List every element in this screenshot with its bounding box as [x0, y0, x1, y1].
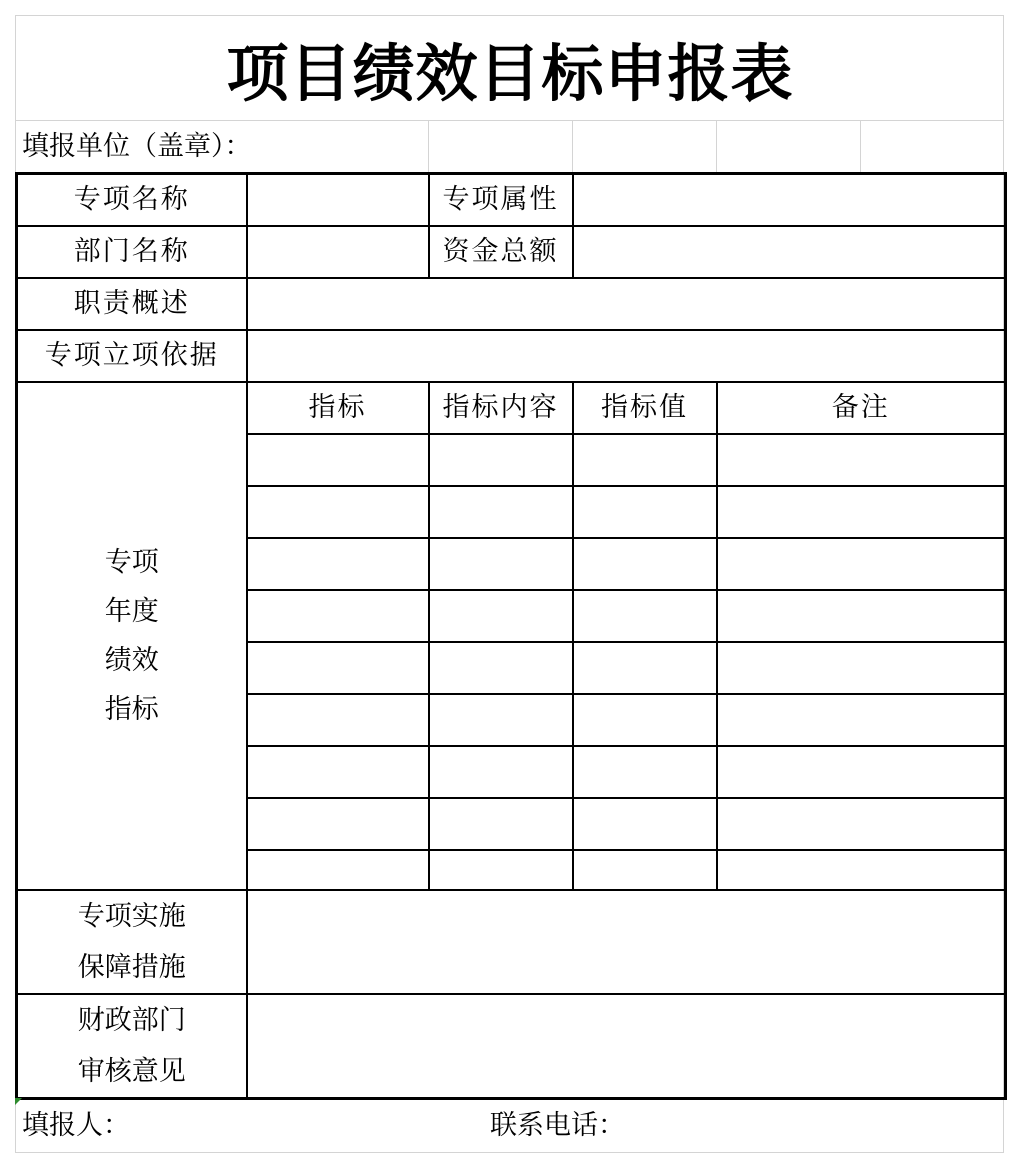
indicator-value-header: 指标值 [573, 382, 717, 434]
remarks-cell[interactable] [717, 434, 1006, 486]
finance-review-label [17, 994, 247, 1098]
remarks-cell[interactable] [717, 538, 1006, 590]
indicator-content-cell[interactable] [429, 642, 573, 694]
total-funds-label: 资金总额 [429, 226, 573, 278]
indicator-cell[interactable] [247, 850, 429, 890]
project-name-label: 专项名称 [17, 174, 247, 226]
footer-row [16, 1100, 1004, 1152]
indicator-value-cell[interactable] [573, 486, 717, 538]
dept-name-label: 部门名称 [17, 226, 247, 278]
indicator-value-cell[interactable] [573, 798, 717, 850]
dept-name-cell[interactable] [247, 226, 429, 278]
unit-label: 填报单位（盖章）： [22, 131, 252, 162]
duty-summary-cell[interactable] [247, 278, 1006, 330]
unit-row [16, 120, 1004, 173]
indicator-cell[interactable] [247, 642, 429, 694]
remarks-header: 备注 [717, 382, 1006, 434]
indicator-label-line: 专项 [104, 546, 159, 578]
indicator-cell[interactable] [247, 538, 429, 590]
indicator-content-cell[interactable] [429, 590, 573, 642]
project-attr-cell[interactable] [573, 174, 1006, 226]
project-attr-label: 专项属性 [429, 174, 573, 226]
guarantee-label [17, 890, 247, 994]
remarks-cell[interactable] [717, 694, 1006, 746]
indicator-value-cell[interactable] [573, 642, 717, 694]
indicator-value-cell[interactable] [573, 434, 717, 486]
indicator-content-cell[interactable] [429, 434, 573, 486]
indicator-content-cell[interactable] [429, 486, 573, 538]
indicator-cell[interactable] [247, 694, 429, 746]
grid-line [572, 121, 573, 173]
indicator-content-cell[interactable] [429, 538, 573, 590]
filler-label: 填报人： [22, 1110, 130, 1141]
finance-label-line: 审核意见 [77, 1056, 186, 1088]
total-funds-cell[interactable] [573, 226, 1006, 278]
remarks-cell[interactable] [717, 746, 1006, 798]
indicator-cell[interactable] [247, 798, 429, 850]
guarantee-label-line: 专项实施 [77, 901, 186, 933]
indicator-cell[interactable] [247, 590, 429, 642]
indicator-content-cell[interactable] [429, 798, 573, 850]
finance-label-line: 财政部门 [77, 1005, 186, 1037]
indicator-value-cell[interactable] [573, 590, 717, 642]
indicator-value-cell[interactable] [573, 694, 717, 746]
indicator-content-cell[interactable] [429, 694, 573, 746]
remarks-cell[interactable] [717, 642, 1006, 694]
indicator-section-label [17, 382, 247, 890]
guarantee-label-line: 保障措施 [77, 952, 186, 984]
remarks-cell[interactable] [717, 850, 1006, 890]
indicator-cell[interactable] [247, 746, 429, 798]
indicator-value-cell[interactable] [573, 850, 717, 890]
project-name-cell[interactable] [247, 174, 429, 226]
indicator-value-cell[interactable] [573, 538, 717, 590]
remarks-cell[interactable] [717, 590, 1006, 642]
form-title: 项目绩效目标申报表 [226, 36, 794, 110]
duty-summary-label: 职责概述 [17, 278, 247, 330]
indicator-label-line: 年度 [104, 595, 159, 627]
grid-line [860, 121, 861, 173]
phone-label: 联系电话： [490, 1110, 625, 1141]
indicator-cell[interactable] [247, 434, 429, 486]
indicator-label-line: 绩效 [104, 644, 159, 676]
guarantee-cell[interactable] [247, 890, 1006, 994]
finance-review-cell[interactable] [247, 994, 1006, 1098]
indicator-label-line: 指标 [104, 693, 159, 725]
remarks-cell[interactable] [717, 798, 1006, 850]
grid-line [716, 121, 717, 173]
indicator-value-cell[interactable] [573, 746, 717, 798]
indicator-header: 指标 [247, 382, 429, 434]
project-basis-cell[interactable] [247, 330, 1006, 382]
indicator-content-header: 指标内容 [429, 382, 573, 434]
performance-form-table [15, 172, 1007, 1100]
indicator-cell[interactable] [247, 486, 429, 538]
indicator-content-cell[interactable] [429, 850, 573, 890]
grid-line [428, 121, 429, 173]
remarks-cell[interactable] [717, 486, 1006, 538]
project-basis-label: 专项立项依据 [17, 330, 247, 382]
indicator-content-cell[interactable] [429, 746, 573, 798]
